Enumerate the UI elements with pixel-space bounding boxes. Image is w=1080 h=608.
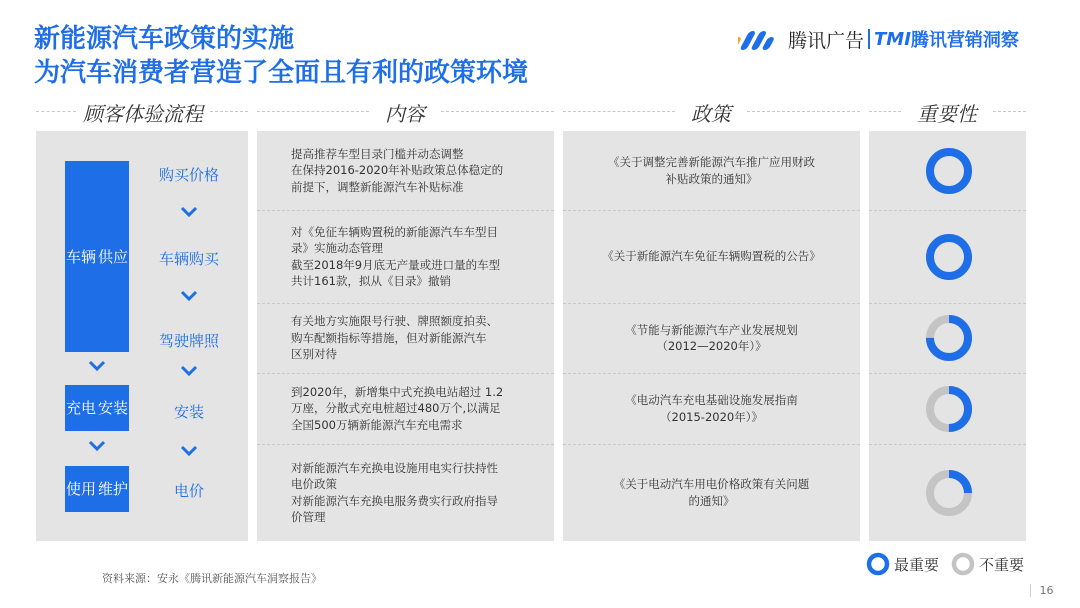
- importance-ring-icon: [925, 147, 973, 195]
- row-policy-line: （2015-2020年）》: [660, 409, 763, 424]
- flow-block-label: 充电: [65, 399, 96, 417]
- importance-ring-fill: [930, 238, 968, 276]
- flow-stage-label: 安装: [173, 403, 204, 421]
- flow-block-label: 使用: [65, 480, 96, 498]
- chevron-down-icon: [88, 440, 106, 452]
- row-policy-line: 《关于新能源汽车免征车辆购置税的公告》: [602, 249, 821, 264]
- header-flow: 顾客体验流程: [83, 102, 203, 126]
- brand-lockup: [738, 24, 1019, 54]
- chevron-down-icon: [180, 445, 198, 457]
- row-content: [291, 384, 503, 434]
- importance-ring-icon: [925, 314, 973, 362]
- row-content-line: 共计161款，拟从《目录》撤销: [291, 274, 451, 288]
- importance-ring-icon: [925, 385, 973, 433]
- row-divider: [563, 444, 860, 445]
- row-policy-line: （2012—2020年）》: [656, 339, 767, 353]
- flow-stage-label: 电价: [173, 482, 204, 500]
- tencent-ads-logo-icon: [738, 28, 782, 50]
- importance-ring-icon: [925, 469, 973, 517]
- legend-label-most-important: 最重要: [894, 555, 940, 574]
- row-content-line: 前提下，调整新能源汽车补贴标准: [291, 179, 464, 194]
- row-policy-line: 《电动汽车充电基础设施发展指南: [625, 393, 798, 407]
- importance-ring-fill: [930, 152, 968, 190]
- brand-subtitle: 腾讯营销洞察: [910, 30, 1019, 51]
- row-content-line: 截至2018年9月底无产量或进口量的车型: [291, 257, 501, 272]
- page-subtitle: 为汽车消费者营造了全面且有利的政策环境: [34, 58, 529, 88]
- row-content-line: 提高推荐车型目录门槛并动态调整: [291, 146, 464, 161]
- row-divider: [869, 303, 1026, 304]
- importance-ring-icon: [925, 233, 973, 281]
- chevron-down-icon: [180, 290, 198, 302]
- header-divider: [993, 111, 1026, 112]
- row-content: [291, 146, 503, 196]
- row-content-line: 录》实施动态管理: [291, 241, 383, 255]
- row-content-line: 在保持2016-2020年补贴政策总体稳定的: [291, 163, 504, 178]
- row-divider: [869, 444, 1026, 445]
- row-policy: [563, 476, 860, 509]
- header-divider: [210, 111, 248, 112]
- row-content-line: 万座，分散式充电桩超过480万个,以满足: [291, 401, 501, 416]
- row-content: [291, 460, 498, 526]
- chevron-down-icon: [88, 360, 106, 372]
- flow-stage-label: 车辆购买: [158, 250, 219, 268]
- row-content-line: 购车配额指标等措施，但对新能源汽车: [291, 330, 487, 345]
- brand-name: 腾讯广告: [788, 29, 865, 52]
- header-divider: [257, 111, 369, 112]
- row-policy: [563, 248, 860, 265]
- row-divider: [257, 444, 554, 445]
- legend-label-not-important: 不重要: [979, 555, 1025, 574]
- flow-block-charging-install: [65, 385, 129, 431]
- row-policy-line: 补贴政策的通知》: [665, 171, 758, 186]
- header-divider: [563, 111, 675, 112]
- flow-block-vehicle-supply: [65, 161, 129, 352]
- chevron-down-icon: [180, 365, 198, 377]
- brand-separator: [868, 29, 870, 49]
- row-content-line: 电价政策: [291, 477, 337, 491]
- page-title: 新能源汽车政策的实施: [34, 24, 295, 54]
- header-divider: [747, 111, 860, 112]
- row-policy: [563, 154, 860, 187]
- row-policy: [563, 322, 860, 355]
- row-content-line: 对新能源汽车充换电设施用电实行扶持性: [291, 460, 498, 475]
- header-divider: [869, 111, 901, 112]
- chevron-down-icon: [180, 206, 198, 218]
- flow-block-label: 供应: [97, 247, 128, 266]
- row-content-line: 到2020年，新增集中式充换电站超过 1.2: [291, 384, 504, 399]
- row-divider: [563, 373, 860, 374]
- row-divider: [869, 210, 1026, 211]
- row-divider: [257, 373, 554, 374]
- row-content-line: 有关地方实施限号行驶、牌照额度拍卖、: [291, 314, 498, 329]
- row-content-line: 对《免征车辆购置税的新能源汽车车型目: [291, 224, 498, 239]
- legend: [866, 551, 1036, 577]
- row-policy: [563, 392, 860, 425]
- brand-tmi: TMI: [874, 28, 911, 50]
- row-policy-line: 《关于电动汽车用电价格政策有关问题: [613, 477, 810, 491]
- row-content-line: 区别对待: [291, 347, 337, 362]
- flow-stage-label: 驾驶牌照: [158, 332, 219, 350]
- flow-block-use-maintenance: [65, 466, 129, 512]
- header-policy: 政策: [691, 102, 731, 126]
- flow-block-label: 车辆: [65, 247, 96, 266]
- row-content-line: 全国500万辆新能源汽车充电需求: [291, 417, 463, 432]
- not-important-ring-icon: [951, 552, 975, 576]
- row-divider: [563, 303, 860, 304]
- source-note: 资料来源：安永《腾讯新能源汽车洞察报告》: [102, 572, 322, 585]
- row-divider: [869, 373, 1026, 374]
- page-number: 16: [1030, 584, 1058, 597]
- row-content-line: 对新能源汽车充换电服务费实行政府指导: [291, 493, 498, 508]
- row-divider: [257, 303, 554, 304]
- row-policy-line: 《关于调整完善新能源汽车推广应用财政: [608, 155, 815, 169]
- row-divider: [257, 210, 554, 211]
- most-important-ring-icon: [866, 552, 890, 576]
- row-policy-line: 的通知》: [688, 493, 735, 508]
- row-content: [291, 313, 498, 363]
- flow-block-label: 安装: [97, 399, 128, 417]
- header-divider: [441, 111, 554, 112]
- flow-block-label: 维护: [97, 480, 128, 498]
- header-content: 内容: [385, 102, 425, 126]
- row-policy-line: 《节能与新能源汽车产业发展规划: [625, 322, 798, 337]
- header-importance: 重要性: [917, 102, 977, 126]
- row-divider: [563, 210, 860, 211]
- row-content-line: 价管理: [291, 510, 326, 524]
- header-divider: [36, 111, 76, 112]
- flow-stage-label: 购买价格: [158, 166, 219, 184]
- row-content: [291, 224, 500, 290]
